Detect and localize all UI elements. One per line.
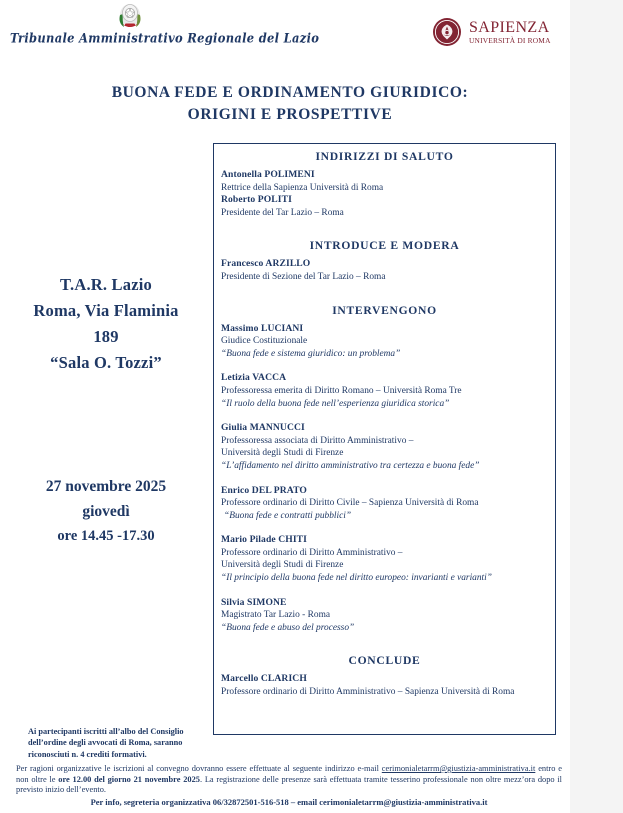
talk-title: “L’affidamento nel diritto amministrativo tra certezza e buona fede” <box>221 460 480 471</box>
section-heading: INTRODUCE E MODERA <box>309 239 460 253</box>
person-role: Rettrice della Sapienza Università di Roma <box>221 182 384 193</box>
spacer <box>221 473 548 485</box>
person-role: Professore ordinario di Diritto Amministrativo – <box>221 547 403 558</box>
person-name: Antonella POLIMENI <box>221 169 315 180</box>
person-name: Letizia VACCA <box>221 372 287 384</box>
person-name: Mario Pilade CHITI <box>221 534 308 546</box>
person-entry <box>221 422 548 472</box>
person-role: Professore ordinario di Diritto Amministrativo – Sapienza Università di Roma <box>221 687 515 698</box>
page-gutter <box>570 0 623 813</box>
footer-text-1: Per ragioni organizzative le iscrizioni al convegno dovranno essere effettuate al seguente indirizzo e-mail <box>16 764 382 773</box>
person-name: Silvia SIMONE <box>221 596 287 608</box>
registration-deadline: ore 12.00 del giorno 21 novembre 2025 <box>58 774 200 784</box>
section-heading: CONCLUDE <box>348 654 421 668</box>
person-entry <box>221 258 548 283</box>
person-role-cont: Università degli Studi di Firenze <box>221 560 344 571</box>
spacer <box>221 585 548 597</box>
poster-footer <box>16 764 562 807</box>
person-name: Francesco ARZILLO <box>221 258 311 270</box>
footer-text-3: . La registrazione delle presenze sarà effettuata tramite tesserino professionale non oltre mezz’ora dopo il previsto inizio dell’evento. <box>16 774 562 795</box>
spacer <box>221 410 548 422</box>
person-entry <box>221 169 548 194</box>
date-time-block <box>8 474 204 549</box>
talk-title: “Buona fede e sistema giuridico: un problema” <box>221 348 401 359</box>
event-date: 27 novembre 2025 <box>45 478 167 495</box>
program-panel <box>213 143 556 735</box>
registration-email-link[interactable]: cerimonialetarrm@giustizia-amministrativa.it <box>381 764 536 773</box>
title-line-2: ORIGINI E PROSPETTIVE <box>187 106 393 123</box>
sapienza-subtitle: UNIVERSITÀ DI ROMA <box>469 35 551 45</box>
person-role: Professoressa emerita di Diritto Romano – Università Roma Tre <box>221 385 462 396</box>
credits-note: Ai partecipanti iscritti all’albo del Consiglio dell’ordine degli avvocati di Roma, saranno riconosciuti n. 4 crediti formativi. <box>28 727 184 759</box>
person-name: Roberto POLITI <box>221 194 292 206</box>
person-entry <box>221 372 548 410</box>
registration-paragraph <box>16 764 562 796</box>
venue-line: Roma, Via Flaminia <box>33 301 179 320</box>
person-role: Magistrato Tar Lazio - Roma <box>221 610 331 621</box>
person-role: Presidente di Sezione del Tar Lazio – Roma <box>221 271 386 282</box>
event-time: ore 14.45 -17.30 <box>57 528 155 544</box>
talk-title: “Buona fede e contratti pubblici” <box>224 510 352 521</box>
venue-line: “Sala O. Tozzi” <box>50 353 162 372</box>
person-entry <box>221 323 548 361</box>
person-name: Massimo LUCIANI <box>221 322 304 334</box>
person-role: Professore ordinario di Diritto Civile – Sapienza Università di Roma <box>221 498 479 509</box>
person-entry <box>221 673 548 698</box>
section-heading: INDIRIZZI DI SALUTO <box>315 150 454 163</box>
program-list <box>214 144 555 699</box>
poster-title <box>60 82 520 126</box>
tar-lazio-name: Tribunale Amministrativo Regionale del Lazio <box>10 29 320 47</box>
italian-republic-emblem <box>117 2 143 30</box>
person-name: Enrico DEL PRATO <box>221 484 307 496</box>
person-role-cont: Università degli Studi di Firenze <box>221 448 344 459</box>
spacer <box>221 522 548 534</box>
talk-title: “Buona fede e abuso del processo” <box>221 622 355 633</box>
venue-line: 189 <box>93 327 119 346</box>
person-entry <box>221 597 548 635</box>
contact-info-line: Per info, segreteria organizzativa 06/32872501-516-518 – email cerimonialetarrm@giustizia-amministrativa.it <box>90 796 488 807</box>
title-line-1: BUONA FEDE E ORDINAMENTO GIURIDICO: <box>111 84 469 101</box>
venue-line: T.A.R. Lazio <box>60 275 152 294</box>
person-role: Giudice Costituzionale <box>221 336 308 347</box>
sapienza-logo <box>432 17 551 47</box>
event-weekday: giovedì <box>82 503 130 520</box>
person-entry <box>221 534 548 584</box>
sapienza-wordmark <box>469 20 551 44</box>
sapienza-name: SAPIENZA <box>469 18 550 36</box>
person-entry <box>221 485 548 523</box>
person-role: Presidente del Tar Lazio – Roma <box>221 207 344 218</box>
tar-lazio-logo <box>10 2 320 47</box>
sapienza-seal-icon <box>432 17 462 47</box>
footer-text-2: entro e non oltre le <box>16 764 562 784</box>
venue-block <box>8 272 204 376</box>
person-name: Giulia MANNUCCI <box>221 422 305 434</box>
spacer <box>221 360 548 372</box>
person-role: Professoressa associata di Diritto Amministrativo – <box>221 435 414 446</box>
person-name: Marcello CLARICH <box>221 673 307 685</box>
poster-header <box>0 0 570 62</box>
talk-title: “Il ruolo della buona fede nell’esperienza giuridica storica” <box>221 398 450 409</box>
section-heading: INTERVENGONO <box>332 303 437 317</box>
talk-title: “Il principio della buona fede nel diritto europeo: invarianti e varianti” <box>221 573 492 584</box>
person-entry <box>221 194 548 219</box>
